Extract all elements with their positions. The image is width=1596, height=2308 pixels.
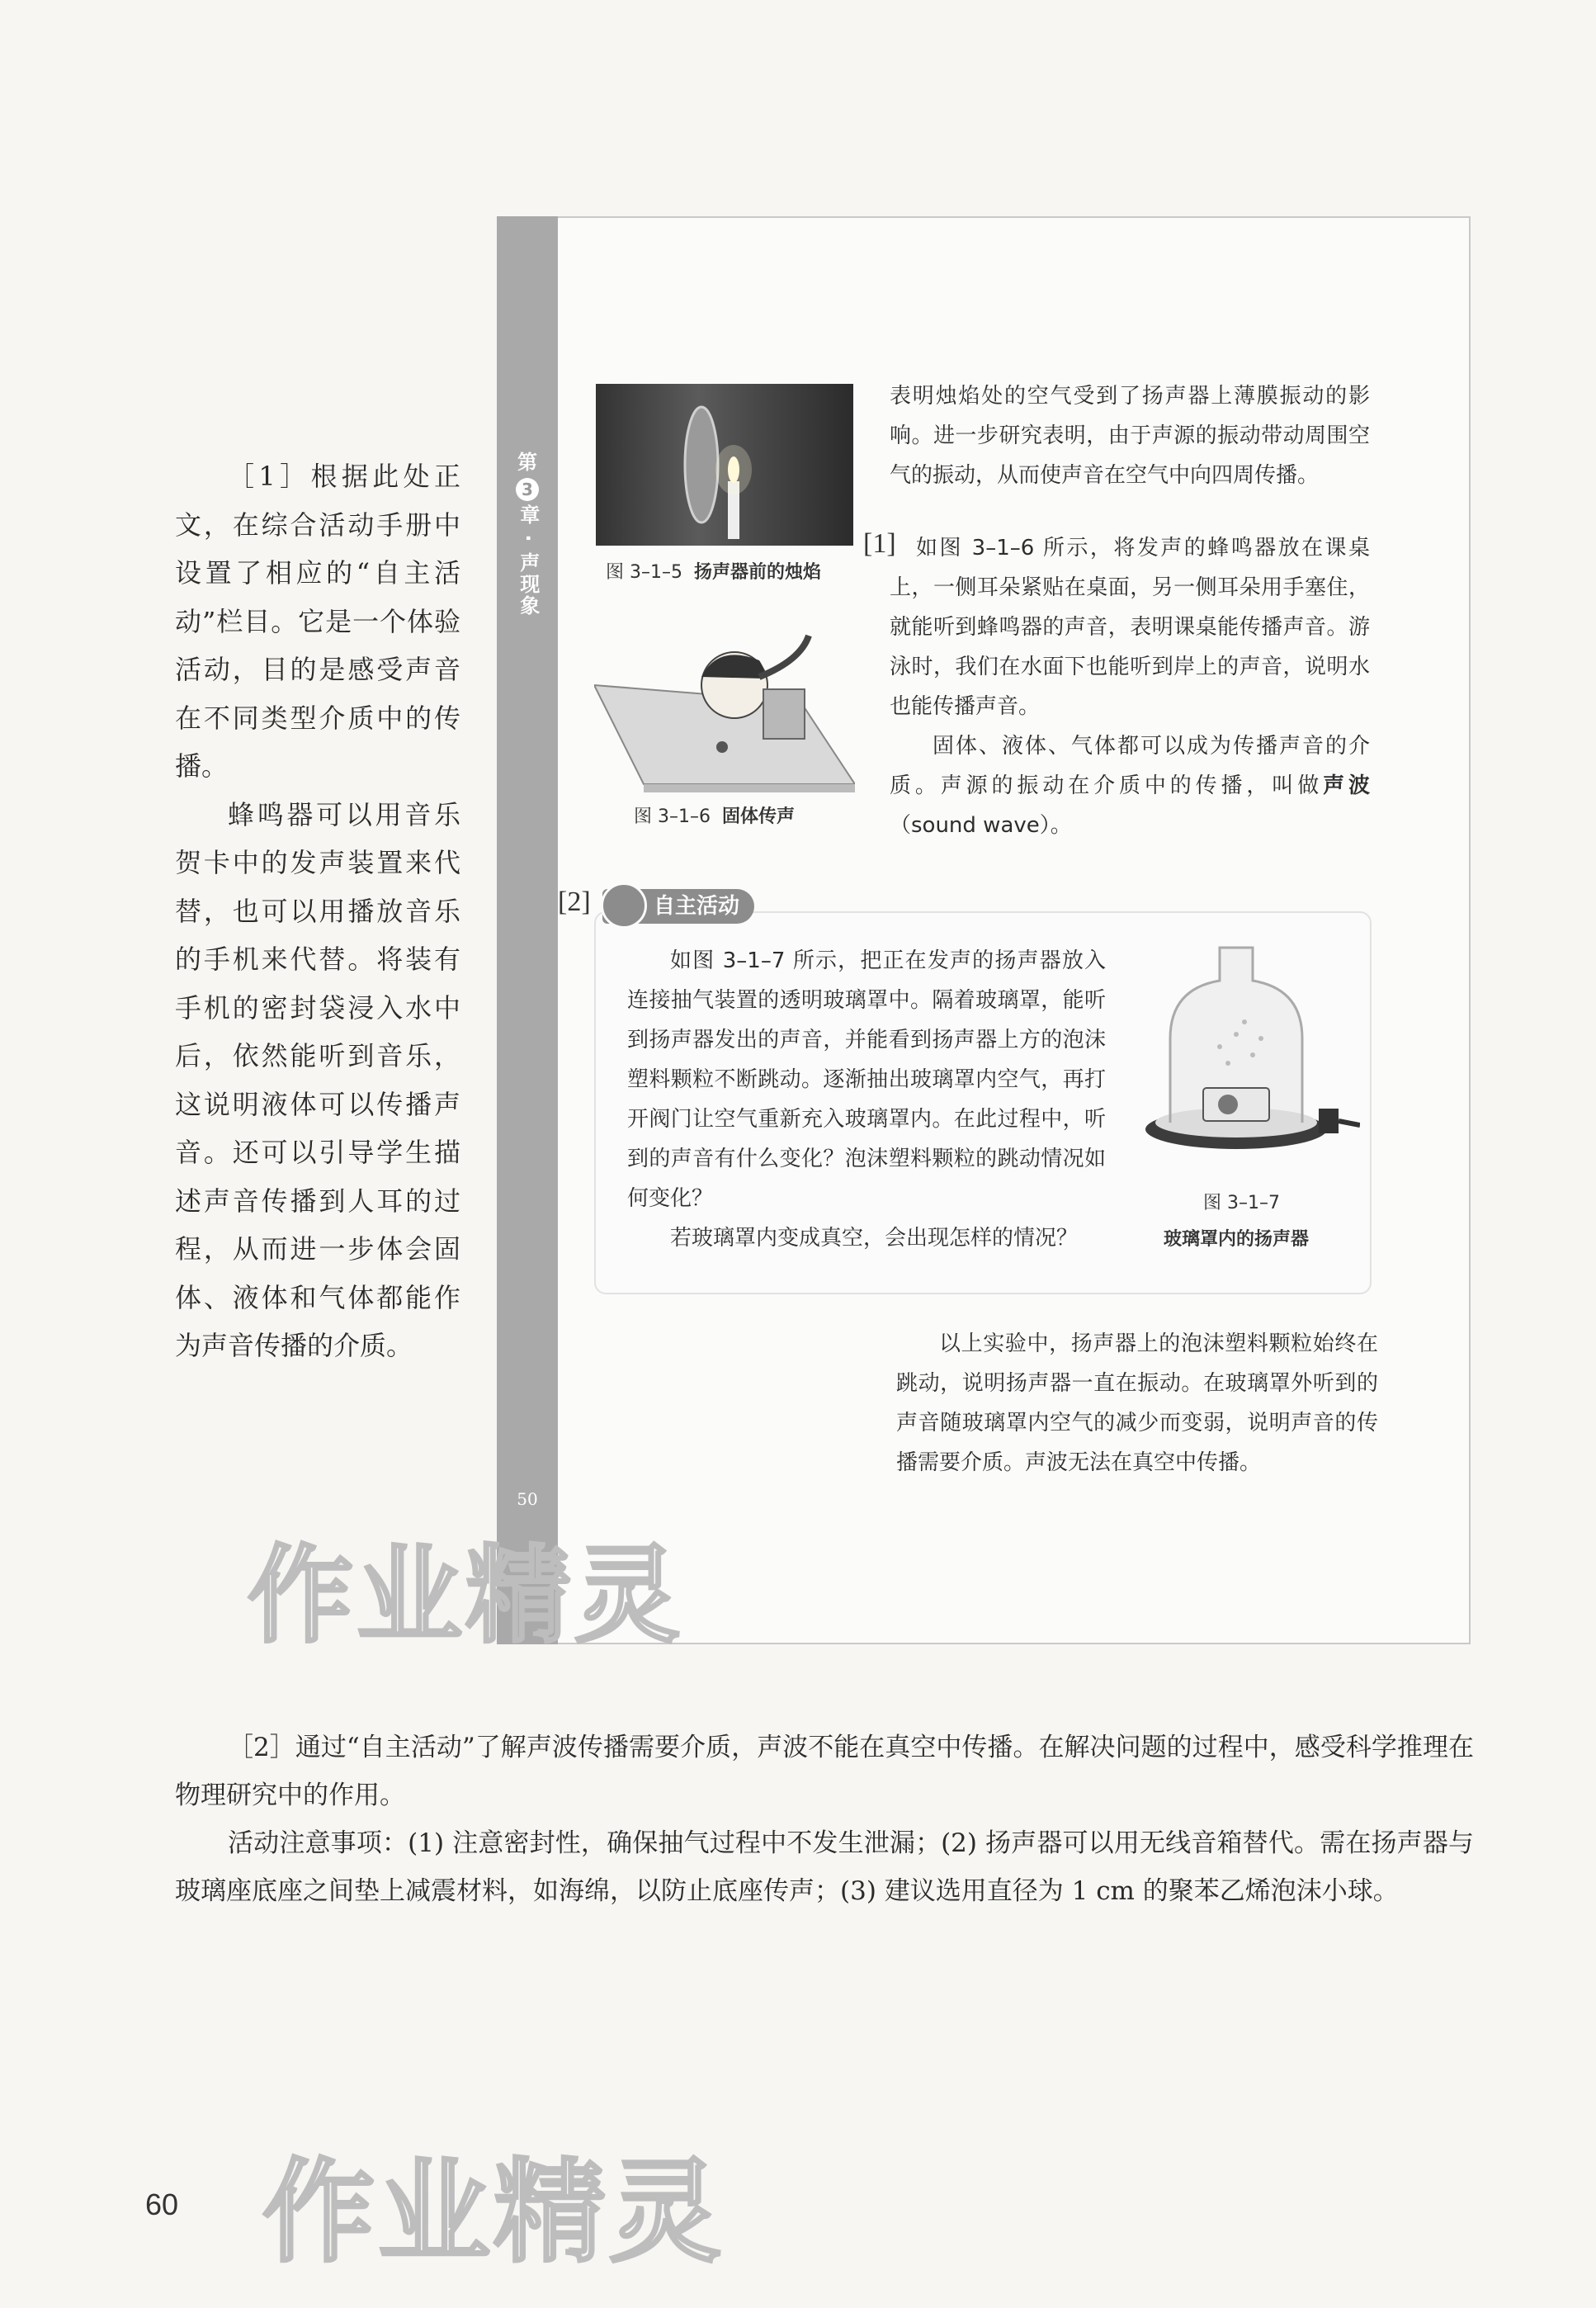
book-paragraph-3: 固体、液体、气体都可以成为传播声音的介质。声源的振动在介质中的传播，叫做声波（sound wave）。 bbox=[890, 734, 1370, 838]
note-2: ［2］通过“自主活动”了解声波传播需要介质，声波不能在真空中传播。在解决问题的过程中，感受科学推理在物理研究中的作用。 活动注意事项：(1) 注意密封性，确保抽气过程中不发生泄漏；(2) 扬声器可以用无线音箱替代。需在扬声器与玻璃座底座之间垫上减震材料，如海绵，以防止底座传声；(3) 建议选用直径为 1 cm 的聚苯乙烯泡沫小球。 bbox=[175, 1733, 1474, 1906]
book-page-number: 50 bbox=[517, 1489, 538, 1509]
figure-3-1-5-caption: 图 3–1–5 扬声器前的烛焰 bbox=[606, 562, 822, 583]
page-number: 60 bbox=[145, 2187, 179, 2221]
bell-jar-illustration bbox=[1129, 939, 1360, 1162]
note-marker-2: [2] bbox=[558, 887, 591, 917]
book-paragraph-2: 如图 3–1–6 所示，将发声的蜂鸣器放在课桌上，一侧耳朵紧贴在桌面，另一侧耳朵用手塞住，就能听到蜂鸣器的声音，表明课桌能传播声音。游泳时，我们在水面下也能听到岸上的声音，说明水也能传播声音。 bbox=[890, 536, 1370, 719]
chapter-sidebar bbox=[497, 216, 558, 1644]
chapter-suffix: 章 · 声现象 bbox=[516, 504, 540, 617]
candle-illustration bbox=[596, 384, 853, 546]
chapter-number-badge: 3 bbox=[516, 478, 539, 501]
figure-3-1-7-number: 图 3–1–7 bbox=[1203, 1193, 1280, 1213]
term-sound-wave: 声波 bbox=[1323, 773, 1370, 798]
activity-text: 如图 3–1–7 所示，把正在发声的扬声器放入连接抽气装置的透明玻璃罩中。隔着玻璃罩，能听到扬声器发出的声音，并能看到扬声器上方的泡沫塑料颗粒不断跳动。逐渐抽出玻璃罩内空气，再打开阀门让空气重新充入玻璃罩内。在此过程中，听到的声音有什么变化？泡沫塑料颗粒的跳动情况如何变化？ 若玻璃罩内变成真空，会出现怎样的情况？ bbox=[627, 948, 1106, 1251]
watermark-upper: 作业精灵 bbox=[248, 1535, 684, 1658]
candle-photo bbox=[596, 384, 853, 546]
chapter-label: 第 3 章 · 声现象 bbox=[516, 451, 540, 617]
note-1: ［1］根据此处正文，在综合活动手册中设置了相应的“自主活动”栏目。它是一个体验活动，目的是感受声音在不同类型介质中的传播。 蜂鸣器可以用音乐贺卡中的发声装置来代替，也可以用播放音乐的手机来代替。将装有手机的密封袋浸入水中后，依然能听到音乐，这说明液体可以传播声音。还可以引导学生描述声音传播到人耳的过程，从而进一步体会固体、液体和气体都能作为声音传播的介质。 bbox=[175, 461, 460, 1361]
desk-listening-illustration bbox=[594, 627, 855, 792]
book-paragraph-4: 以上实验中，扬声器上的泡沫塑料颗粒始终在跳动，说明扬声器一直在振动。在玻璃罩外听到的声音随玻璃罩内空气的减少而变弱，说明声音的传播需要介质。声波无法在真空中传播。 bbox=[896, 1331, 1378, 1475]
watermark-lower: 作业精灵 bbox=[262, 2148, 725, 2278]
note-marker-1: [1] bbox=[863, 528, 896, 559]
figure-3-1-6-caption: 图 3–1–6 固体传声 bbox=[634, 806, 796, 827]
activity-icon bbox=[601, 882, 647, 929]
activity-header bbox=[602, 883, 754, 929]
figure-3-1-7-title: 玻璃罩内的扬声器 bbox=[1164, 1229, 1310, 1250]
activity-badge: 自主活动 bbox=[602, 889, 754, 924]
book-paragraph-1: 表明烛焰处的空气受到了扬声器上薄膜振动的影响。进一步研究表明，由于声源的振动带动周围空气的振动，从而使声音在空气中向四周传播。 bbox=[890, 384, 1370, 488]
